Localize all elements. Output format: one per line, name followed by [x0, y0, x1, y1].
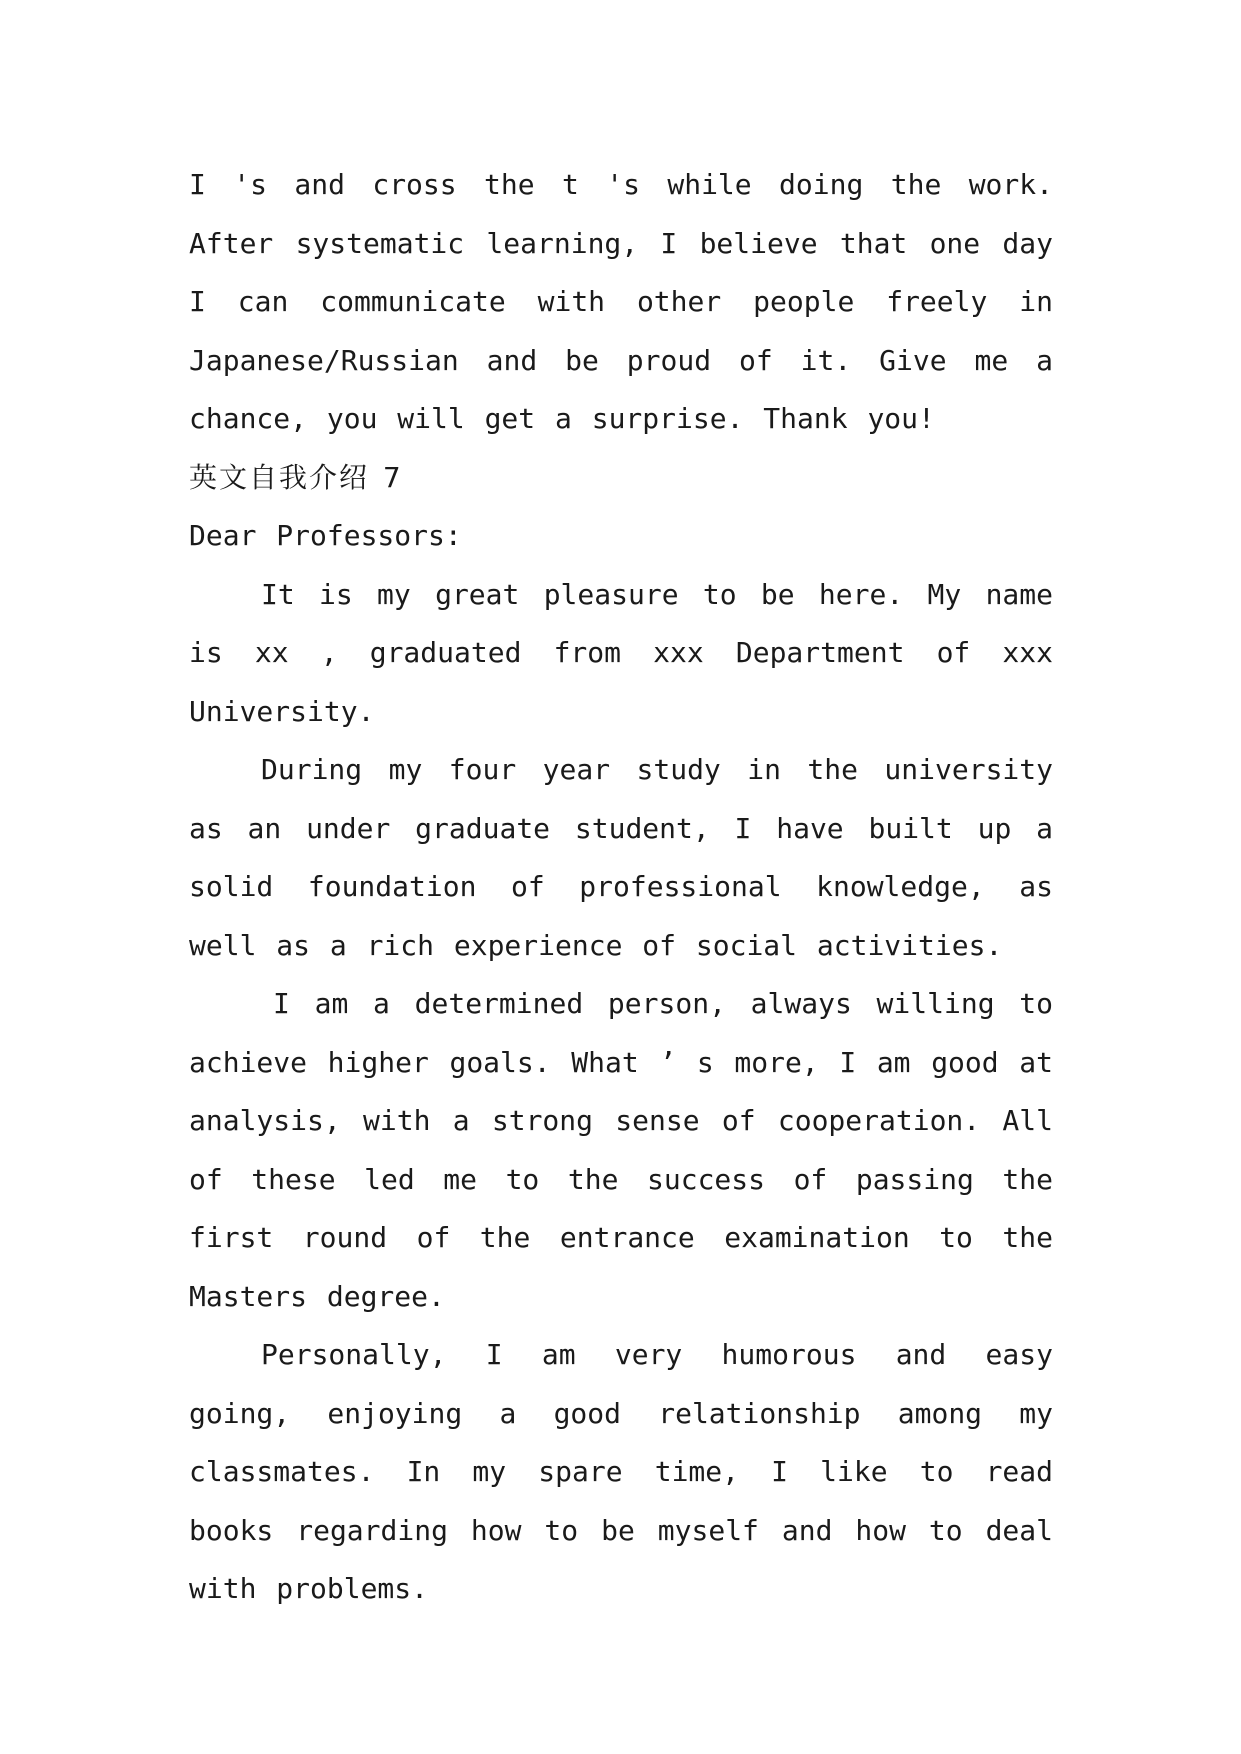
- paragraph-introduction: It is my great pleasure to be here. My name is xx , graduated from xxx Department of xxx University.: [189, 577, 1053, 728]
- paragraph-continuation: I 's and cross the t 's while doing the work. After systematic learning, I believe that one day I can communicate with other people freely in Japanese/Russian and be proud of it. Give me a chance, you will get a surprise. Thank you!: [189, 168, 1053, 435]
- paragraph-character: I am a determined person, always willing to achieve higher goals. What ’ s more, I am good at analysis, with a strong sense of cooperation. All of these led me to the success of passing the first round of the entrance examination to the Masters degree.: [189, 987, 1053, 1313]
- salutation: Dear Professors:: [189, 519, 462, 552]
- document-body: [189, 156, 1053, 1619]
- section-heading: 英文自我介绍 7: [189, 460, 403, 494]
- paragraph-education: During my four year study in the university as an under graduate student, I have built up a solid foundation of professional knowledge, as well as a rich experience of social activities.: [189, 753, 1053, 962]
- paragraph-personality: Personally, I am very humorous and easy going, enjoying a good relationship among my classmates. In my spare time, I like to read books regarding how to be myself and how to deal with problems.: [189, 1338, 1053, 1605]
